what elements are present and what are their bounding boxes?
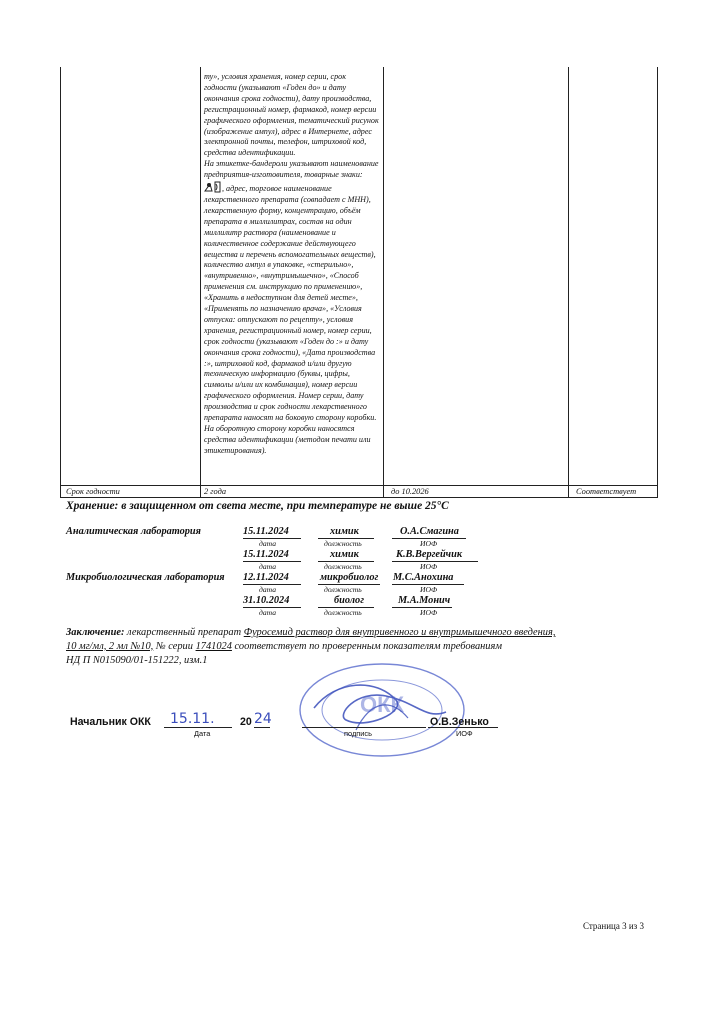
lab-person: О.А.Смагина: [400, 526, 459, 537]
row-indicator: Срок годности: [66, 487, 120, 496]
conclusion-text-1: лекарственный препарат: [127, 627, 242, 638]
chief-name: О.В.Зенько: [430, 716, 489, 728]
year-prefix: 20: [240, 716, 252, 728]
date-caption: Дата: [194, 729, 211, 738]
row-result: до 10.2026: [391, 487, 429, 496]
spec-paragraph-2: [204, 159, 380, 456]
table-column-divider: [200, 67, 201, 497]
date-caption: дата: [259, 539, 277, 548]
lab-position: химик: [330, 549, 359, 560]
date-caption: дата: [259, 585, 277, 594]
name-caption: ИОФ: [420, 562, 438, 571]
name-caption: ИОФ: [456, 729, 473, 738]
chief-title: Начальник ОКК: [70, 716, 151, 728]
spec-paragraph-2b: , адрес, торговое наименование лекарственного препарата (совпадает с МНН), лекарственную форму, концентрацию, объём препарата в миллилитрах, состав на один миллилитр раствора (наименование и количественное содержание действующего вещества и перечень вспомогательных веществ), количество ампул в упаковке, «стерильно», «внутривенно», «внутримышечно», «Способ применения см. инструкцию по применению», «Хранить в недоступном для детей месте», «Применять по назначению врача», «Условия отпуска: отпускают по рецепту», условия хранения, регистрационный номер, номер серии, срок годности (указывают «Годен до :» и дату окончания срока годности), «Дата производства :», штриховой код, фармакод и/или другую техническую информацию (буквы, цифры, символы и/или их комбинация), номер версии графического оформления. Номер серии, дату производства и срок годности лекарственного препарата наносят на боковую сторону коробки. На оборотную сторону коробки наносятся средства идентификации (методом печати или этикетирования).: [204, 184, 377, 455]
handwritten-year: 24: [254, 711, 272, 727]
storage-conditions: Хранение: в защищенном от света месте, при температуре не выше 25°С: [66, 500, 449, 512]
position-caption: должность: [324, 585, 362, 594]
svg-text:ОКК: ОКК: [360, 692, 404, 717]
table-column-divider: [383, 67, 384, 497]
table-column-divider: [568, 67, 569, 497]
underline: [428, 727, 498, 728]
lab-position: химик: [330, 526, 359, 537]
lab-person: К.В.Вергейчик: [396, 549, 463, 560]
lab-date: 15.11.2024: [243, 526, 289, 537]
table-row-divider: [61, 485, 657, 486]
signature-caption: подпись: [344, 729, 372, 738]
lab-position: биолог: [334, 595, 364, 606]
page-number: Страница 3 из 3: [583, 921, 644, 931]
lab-name: Микробиологическая лаборатория: [66, 572, 225, 583]
conclusion-label: Заключение:: [66, 627, 125, 638]
lab-person: М.С.Анохина: [393, 572, 454, 583]
name-caption: ИОФ: [420, 539, 438, 548]
product-name: Фуросемид раствор для внутривенного и внутримышечного введения,: [243, 627, 556, 638]
lab-person: М.А.Монич: [398, 595, 451, 606]
series-number: 1741024: [195, 640, 232, 652]
name-caption: ИОФ: [420, 608, 438, 617]
position-caption: должность: [324, 539, 362, 548]
underline: [254, 727, 270, 728]
position-caption: должность: [324, 562, 362, 571]
signature-line: [302, 727, 426, 728]
company-seal-stamp: [296, 660, 468, 760]
labeling-requirements-text: [204, 72, 380, 457]
underline: [164, 727, 232, 728]
lab-date: 12.11.2024: [243, 572, 289, 583]
date-caption: дата: [259, 562, 277, 571]
lab-date: 15.11.2024: [243, 549, 289, 560]
specification-table: [60, 67, 658, 498]
handwritten-date: 15.11.: [170, 711, 215, 727]
lab-position: микробиолог: [320, 572, 379, 583]
lab-date: 31.10.2024: [243, 595, 290, 606]
normative-document: НД П N015090/01-151222, изм.1: [66, 654, 208, 666]
date-caption: дата: [259, 608, 277, 617]
product-dose: 10 мг/мл, 2 мл №10,: [66, 640, 154, 652]
row-conclusion: Соответствует: [576, 487, 637, 496]
position-caption: должность: [324, 608, 362, 617]
spec-paragraph-2a: На этикетке-бандероли указывают наименование предприятия-изготовителя, товарные знаки:: [204, 159, 379, 180]
trademark-logo-icon: [204, 181, 222, 193]
series-label: № серии: [155, 640, 193, 652]
lab-name: Аналитическая лаборатория: [66, 526, 201, 537]
conclusion-text-2: соответствует по проверенным показателям требованиям: [234, 640, 502, 652]
row-norm: 2 года: [204, 487, 227, 496]
spec-paragraph-1: ту», условия хранения, номер серии, срок годности (указывают «Годен до» и дату окончания срока годности), дату производства, регистрационный номер, фармакод, номер версии графического оформления, тематический рисунок (изображение ампул), адрес в Интернете, адрес электронной почты, телефон, штриховой код, средства идентификации.: [204, 72, 379, 158]
name-caption: ИОФ: [420, 585, 438, 594]
